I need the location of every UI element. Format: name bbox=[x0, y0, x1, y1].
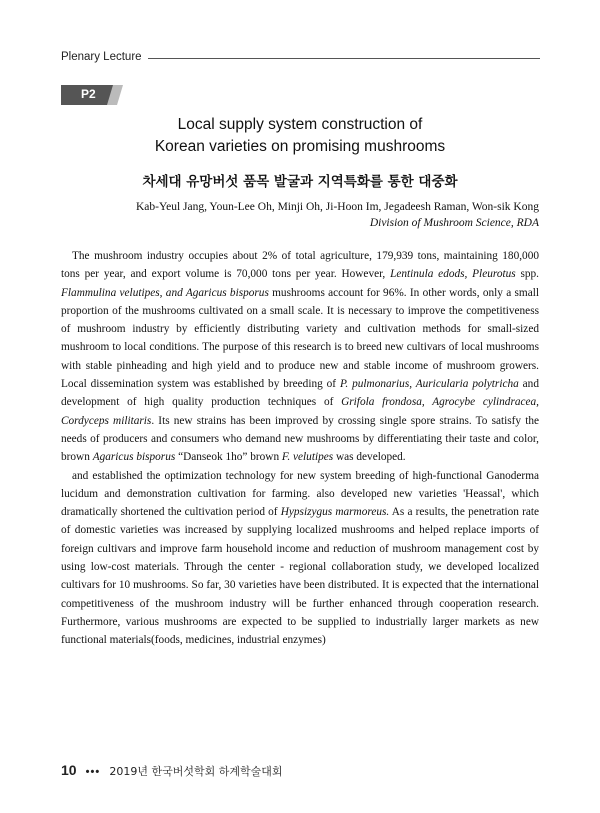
page-footer bbox=[61, 760, 282, 779]
species-name-italic: F. velutipes bbox=[281, 451, 334, 464]
author-list: Kab-Yeul Jang, Youn-Lee Oh, Minji Oh, Ji-Hoon Im, Jegadeesh Raman, Won-sik Kong bbox=[135, 201, 539, 213]
body-text: The mushroom industry occupies about 2% of total agriculture, 179,939 tons, maintaining 180,000 tons per year, and export volume is 70,000 tons per year. However, bbox=[61, 250, 539, 281]
footer-separator: ••• bbox=[85, 766, 101, 778]
abstract-paragraph-2 bbox=[61, 467, 539, 650]
species-name-italic: Flammulina velutipes, and Agaricus bisporus bbox=[61, 286, 269, 299]
section-label: Plenary Lecture bbox=[61, 51, 142, 63]
species-name-italic: Lentinula edods, Pleurotus bbox=[390, 268, 516, 281]
header-rule bbox=[148, 58, 540, 59]
badge-label: P2 bbox=[81, 87, 96, 101]
paper-badge bbox=[61, 85, 123, 105]
body-text: “Danseok 1ho” brown bbox=[175, 451, 282, 464]
abstract-body bbox=[61, 247, 539, 650]
conference-name: 2019년 한국버섯학회 하계학술대회 bbox=[109, 765, 283, 778]
body-text: and established the optimization technology for new system breeding of high-functional Ganoderma lucidum and demonstration cultivation for farming. also developed new varieties 'Heassal', which dramatically shortened the cultivation period of bbox=[61, 469, 539, 519]
title-line-1: Local supply system construction of bbox=[177, 116, 423, 133]
page-number: 10 bbox=[61, 762, 77, 778]
body-text: spp. bbox=[515, 268, 539, 281]
korean-title: 차세대 유망버섯 품목 발굴과 지역특화를 통한 대중화 bbox=[142, 174, 458, 190]
body-text: As a results, the penetration rate of domestic varieties was increased by supplying localized mushrooms and helped replace imports of foreign cultivars and improve farm household income and reduction of mushroom management cost by using low-cost materials. Through the center - regional collaboration study, we developed localized cultivars for 10 mushrooms. So far, 30 varieties have been distributed. It is expected that the international competitiveness of the mushroom industry will be further enhanced through cooperation research. Furthermore, various mushrooms are expected to be supplied to industrially larger markets as new functional materials(foods, medicines, industrial enzymes) bbox=[61, 506, 539, 647]
species-name-italic: Grifola frondosa, Agrocybe cylindracea, Cordyceps militaris bbox=[61, 396, 539, 427]
body-text: . Its new strains has been improved by crossing single spore strains. To satisfy the needs of producers and consumers who demand new mushrooms by differentiating their taste and color, brown bbox=[61, 414, 540, 464]
body-text: was developed. bbox=[333, 451, 406, 464]
species-name-italic: P. pulmonarius, Auricularia polytricha bbox=[339, 378, 519, 391]
species-name-italic: Hypsizygus marmoreus. bbox=[280, 506, 390, 519]
body-text: mushrooms account for 96%. In other words, only a small proportion of the mushrooms cultivated on a small scale. It is necessary to improve the competitiveness of mushroom industry by efficiently distributing variety and cultivation methods for small-sized mushroom to local conditions. The purpose of this research is to breed new cultivars of local mushrooms with stable pinheading and high yield and to produce new and stable income of mushroom growers. Local dissemination system was established by breeding of bbox=[61, 286, 539, 391]
species-name-italic: Agaricus bisporus bbox=[92, 451, 176, 464]
affiliation: Division of Mushroom Science, RDA bbox=[369, 217, 539, 229]
abstract-paragraph-1 bbox=[61, 247, 539, 467]
title-line-2: Korean varieties on promising mushrooms bbox=[154, 138, 446, 155]
body-text: and development of high quality production techniques of bbox=[61, 378, 539, 409]
